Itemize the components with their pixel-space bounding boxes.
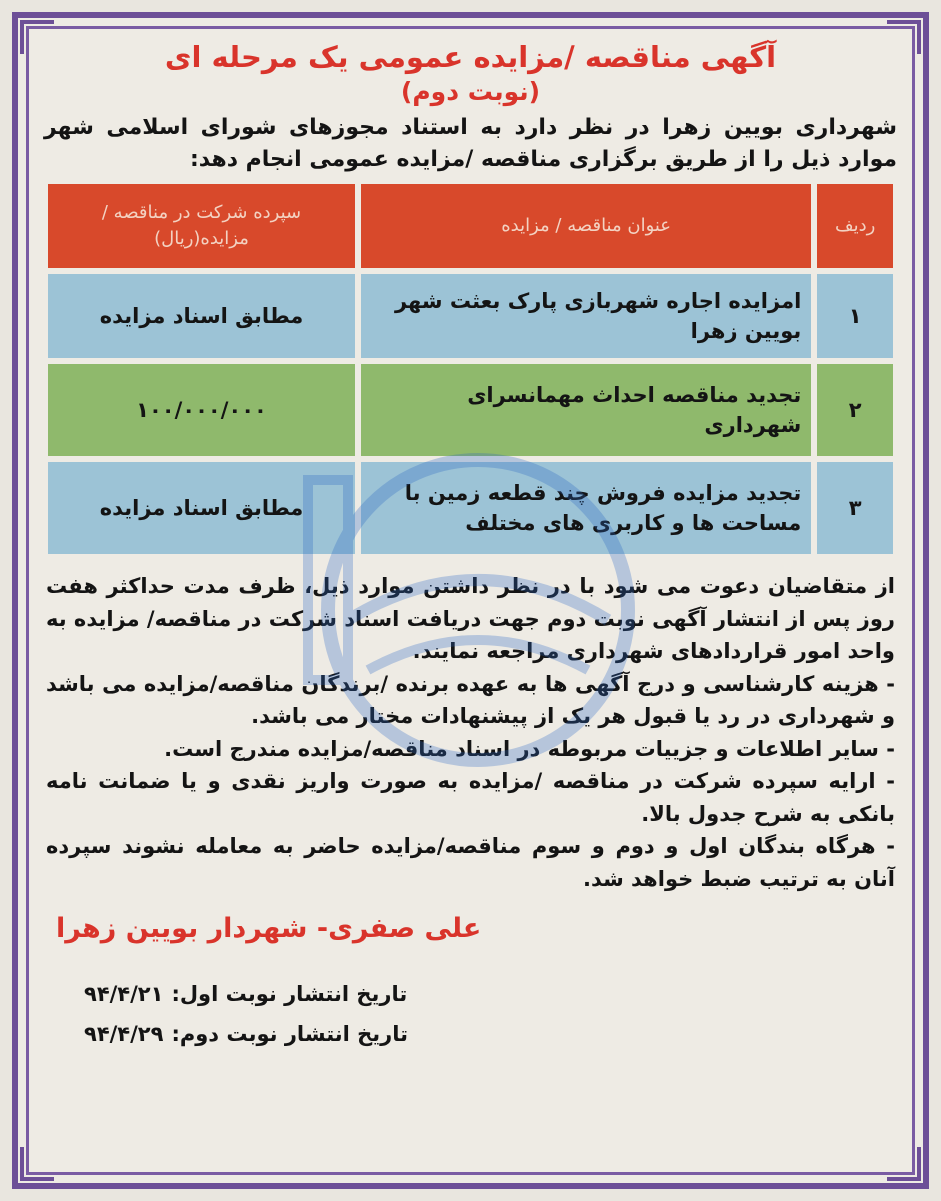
condition-item: - هزینه کارشناسی و درج آگهی ها به عهده برنده /برندگان مناقصه/مزایده می باشد و شهرداری در رد یا قبول هر یک از پیشنهادات مختار می باشد. bbox=[46, 671, 895, 728]
condition-item: - سایر اطلاعات و جزییات مربوطه در اسناد مناقصه/مزایده مندرج است. bbox=[164, 736, 895, 761]
header-row-number: ردیف bbox=[817, 184, 893, 268]
notice-title: آگهی مناقصه /مزایده عمومی یک مرحله ای bbox=[164, 40, 777, 74]
row-deposit: مطابق اسناد مزایده bbox=[48, 274, 355, 358]
publication-dates bbox=[36, 974, 905, 1054]
signature: علی صفری- شهردار بویین زهرا bbox=[56, 913, 482, 944]
row-title: امزایده اجاره شهربازی پارک بعثت شهر بویین زهرا bbox=[361, 274, 811, 358]
second-publication-date bbox=[36, 1014, 905, 1054]
notice-content bbox=[36, 38, 905, 1163]
row-title: تجدید مزایده فروش چند قطعه زمین با مساحت ها و کاربری های مختلف bbox=[361, 462, 811, 554]
row-deposit: مطابق اسناد مزایده bbox=[48, 462, 355, 554]
row-deposit: ۱۰۰/۰۰۰/۰۰۰ bbox=[48, 364, 355, 456]
header-deposit: سپرده شرکت در مناقصه / مزایده(ریال) bbox=[48, 184, 355, 268]
table-header-row bbox=[48, 184, 893, 268]
row-number: ۱ bbox=[817, 274, 893, 358]
table-row bbox=[48, 462, 893, 554]
header-title: عنوان مناقصه / مزایده bbox=[361, 184, 811, 268]
table-row bbox=[48, 274, 893, 358]
date-value: ۹۴/۴/۲۱ bbox=[84, 982, 164, 1006]
row-number: ۳ bbox=[817, 462, 893, 554]
notice-subtitle: (نوبت دوم) bbox=[400, 77, 541, 106]
row-number: ۲ bbox=[817, 364, 893, 456]
date-value: ۹۴/۴/۲۹ bbox=[84, 1022, 164, 1046]
row-title: تجدید مناقصه احداث مهمانسرای شهرداری bbox=[361, 364, 811, 456]
intro-paragraph: شهرداری بویین زهرا در نظر دارد به استناد مجوزهای شورای اسلامی شهر موارد ذیل را از طریق برگزاری مناقصه /مزایده عمومی انجام دهد: bbox=[44, 115, 897, 172]
date-label: تاریخ انتشار نوبت دوم: bbox=[171, 1022, 409, 1046]
table-row bbox=[48, 364, 893, 456]
conditions-text bbox=[46, 570, 895, 895]
invitation-paragraph: از متقاضیان دعوت می شود با در نظر داشتن موارد ذیل، ظرف مدت حداکثر هفت روز پس از انتشار آگهی نوبت دوم جهت دریافت اسناد شرکت در مناقصه/ مزایده به واحد امور قراردادهای شهرداری مراجعه نمایند. bbox=[46, 574, 895, 663]
condition-item: - ارایه سپرده شرکت در مناقصه /مزایده به صورت واریز نقدی و یا ضمانت نامه بانکی به شرح جدول بالا. bbox=[46, 769, 895, 826]
first-publication-date bbox=[36, 974, 905, 1014]
items-table bbox=[42, 178, 899, 560]
date-label: تاریخ انتشار نوبت اول: bbox=[171, 982, 408, 1006]
condition-item: - هرگاه بندگان اول و دوم و سوم مناقصه/مزایده حاضر به معامله نشوند سپرده آنان به ترتیب ضبط خواهد شد. bbox=[46, 834, 895, 891]
